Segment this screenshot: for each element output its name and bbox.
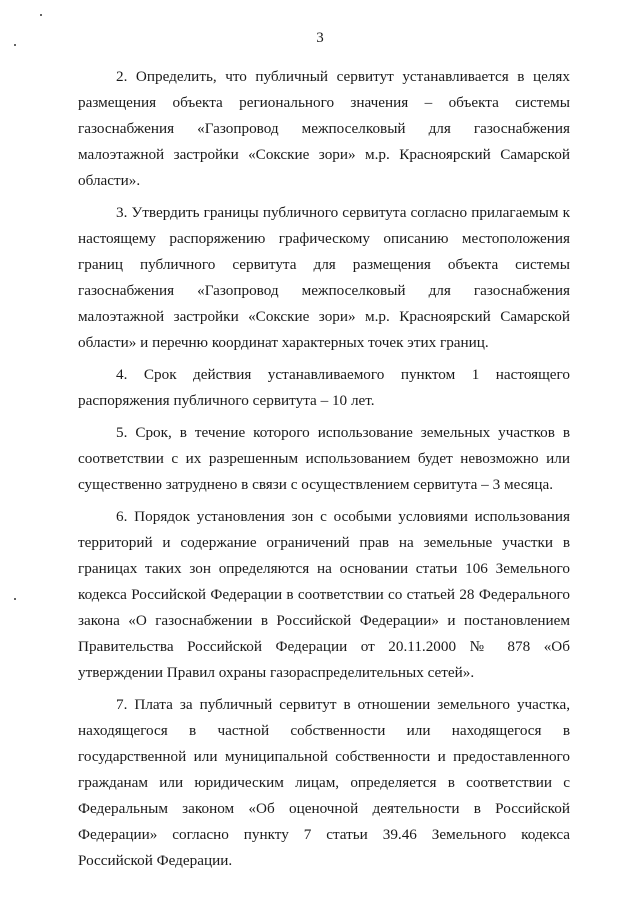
paragraph-4-term: 4. Срок действия устанавливаемого пунктом 1 настоящего распоряжения публичного сервитута – 10 лет. <box>78 366 570 409</box>
page-number: 3 <box>316 30 324 46</box>
document-body <box>78 64 570 880</box>
scan-speck <box>40 14 42 16</box>
scan-speck <box>14 598 16 600</box>
paragraph-7-payment: 7. Плата за публичный сервитут в отношении земельного участка, находящегося в частной собственности или находящегося в государственной или муниципальной собственности и предоставленного гражданам или юридическим лицам, определяется в соответствии с Федеральным законом «Об оценочной деятельности в Российской Федерации» согласно пункту 7 статьи 39.46 Земельного кодекса Российской Федерации. <box>78 696 570 869</box>
paragraph-2-purpose: 2. Определить, что публичный сервитут устанавливается в целях размещения объекта регионального значения – объекта системы газоснабжения «Газопровод межпоселковый для газоснабжения малоэтажной застройки «Сокские зори» м.р. Красноярский Самарской области». <box>78 68 570 189</box>
paragraph-6-zones: 6. Порядок установления зон с особыми условиями использования территорий и содержание ограничений прав на земельные участки в границах таких зон определяются на основании статьи 106 Земельного кодекса Российской Федерации в соответствии со статьей 28 Федерального закона «О газоснабжении в Российской Федерации» и постановлением Правительства Российской Федерации от 20.11.2000 № 878 «Об утверждении Правил охраны газораспределительных сетей». <box>78 508 570 681</box>
paragraph-5-period: 5. Срок, в течение которого использование земельных участков в соответствии с их разрешенным использованием будет невозможно или существенно затруднено в связи с осуществлением сервитута – 3 месяца. <box>78 424 570 493</box>
paragraph-3-boundaries: 3. Утвердить границы публичного сервитута согласно прилагаемым к настоящему распоряжению графическому описанию местоположения границ публичного сервитута для размещения объекта системы газоснабжения «Газопровод межпоселковый для газоснабжения малоэтажной застройки «Сокские зори» м.р. Красноярский Самарской области» и перечню координат характерных точек этих границ. <box>78 204 570 351</box>
